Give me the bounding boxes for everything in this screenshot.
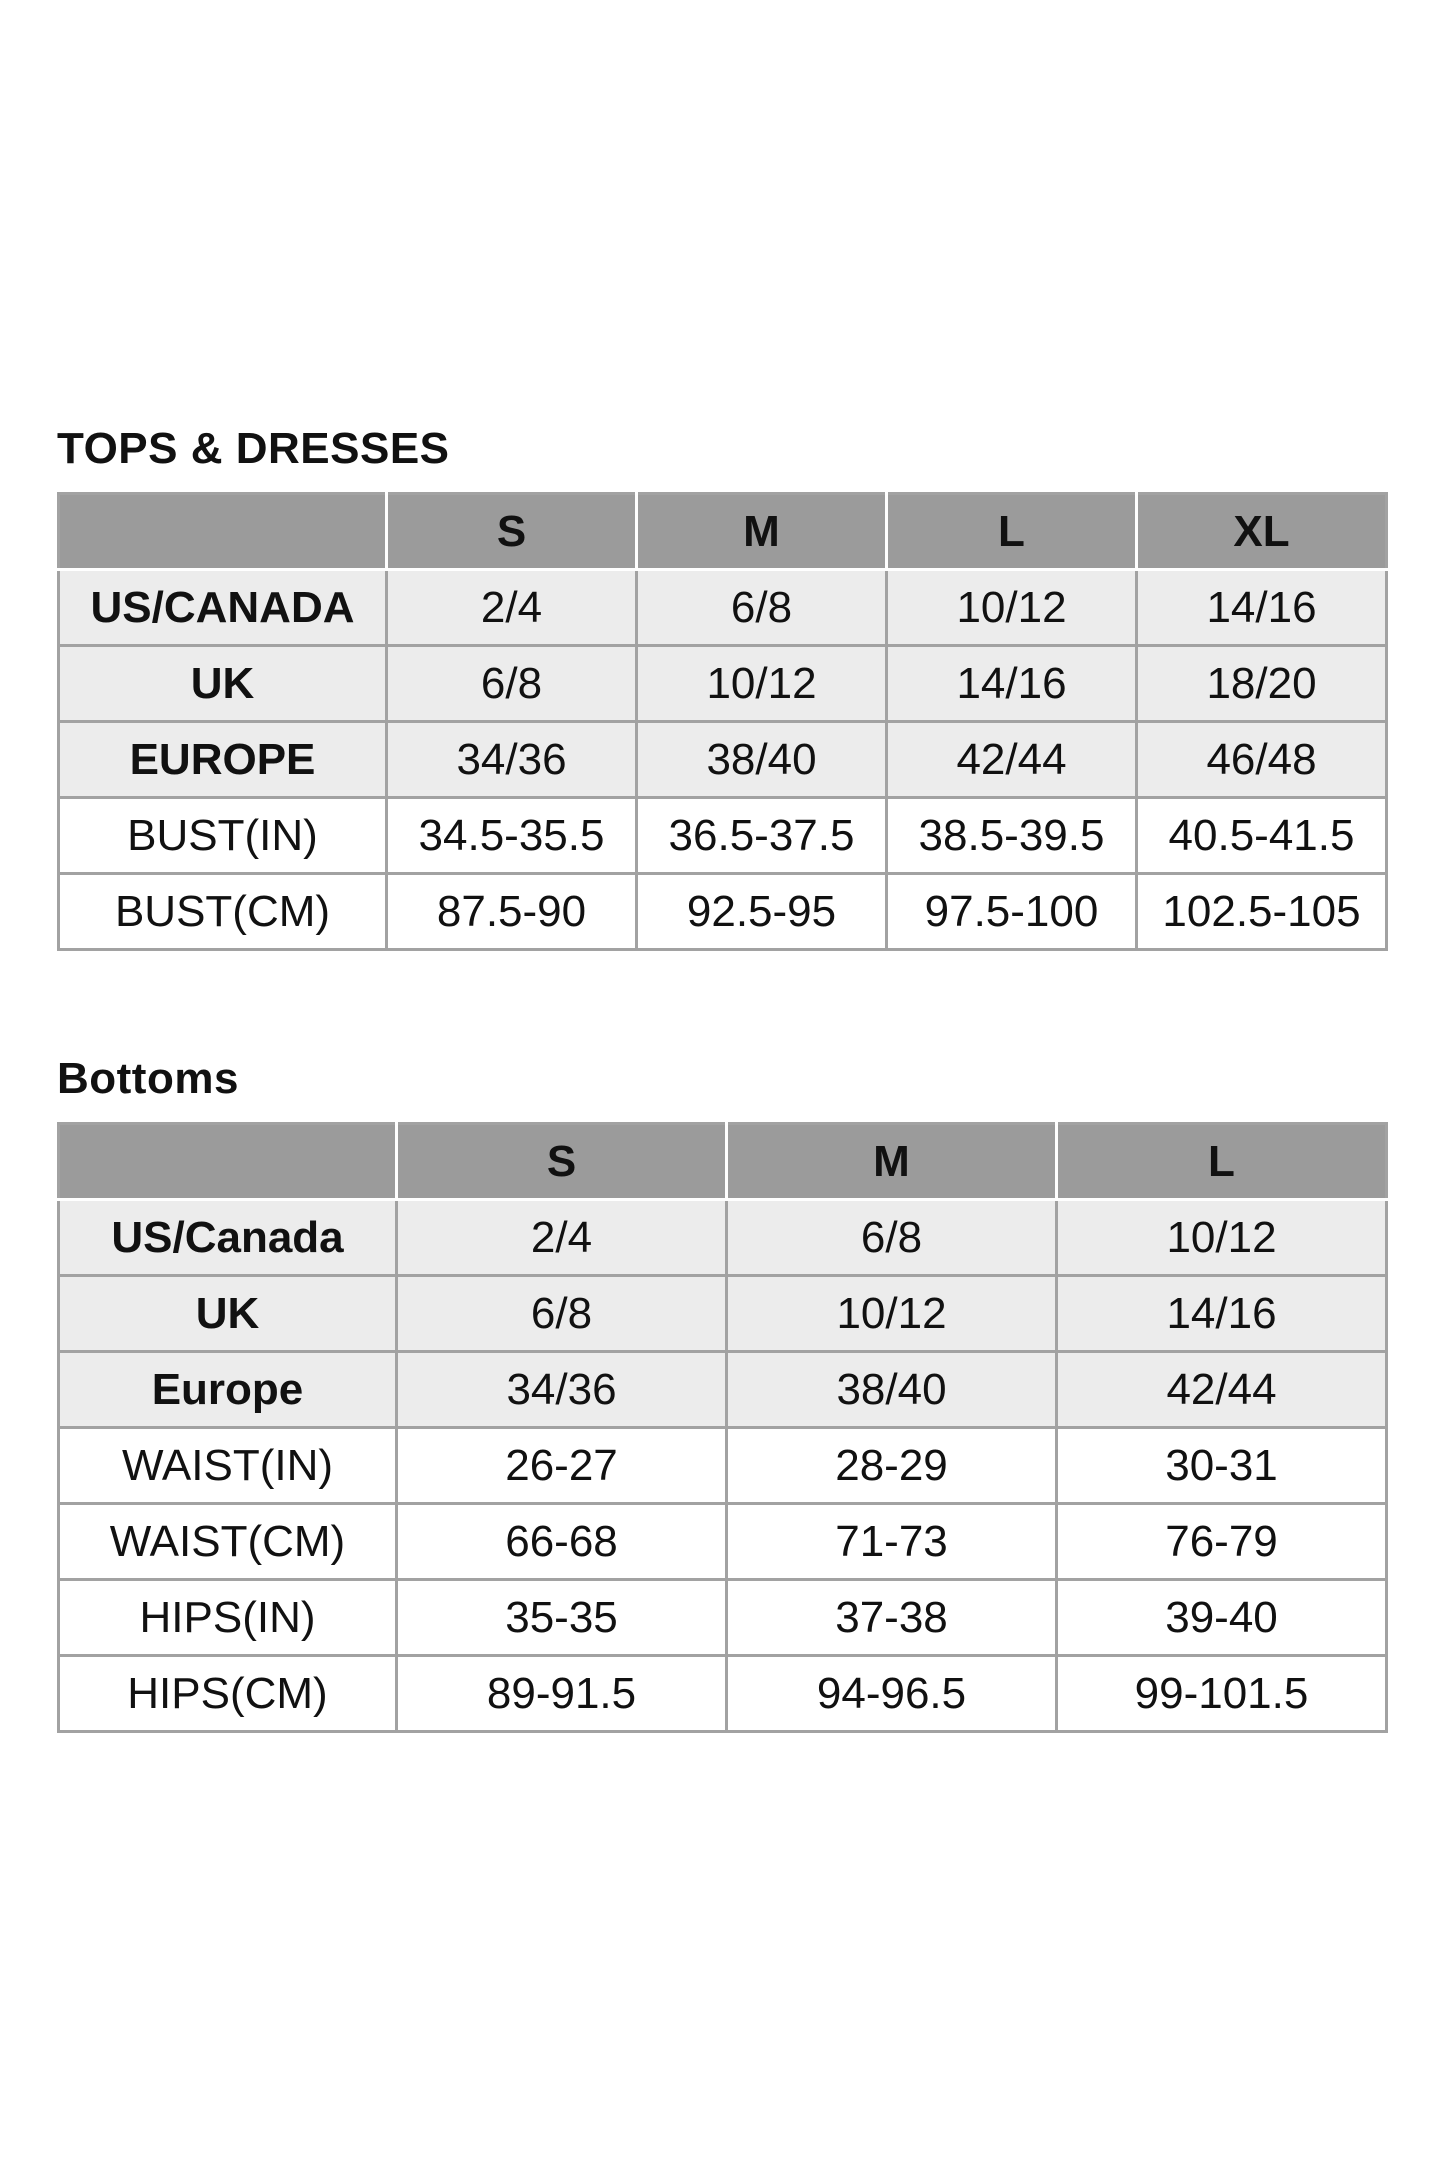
table-cell: 26-27	[397, 1428, 727, 1504]
tops-dresses-title: TOPS & DRESSES	[57, 424, 450, 473]
table-row	[59, 646, 1387, 722]
table-row	[59, 1656, 1387, 1732]
bottoms-size-table	[57, 1122, 1388, 1733]
table-cell: 39-40	[1057, 1580, 1387, 1656]
table-cell: 10/12	[727, 1276, 1057, 1352]
table-cell: 97.5-100	[887, 874, 1137, 950]
table-cell: 34.5-35.5	[387, 798, 637, 874]
tops-header-size-xl: XL	[1137, 494, 1387, 570]
table-cell: 38/40	[637, 722, 887, 798]
bottoms-header-size-s: S	[397, 1124, 727, 1200]
tops-header-row	[59, 494, 1387, 570]
table-cell: 10/12	[1057, 1200, 1387, 1276]
row-label: HIPS(IN)	[59, 1580, 397, 1656]
table-cell: 99-101.5	[1057, 1656, 1387, 1732]
bottoms-table-body	[59, 1124, 1387, 1732]
table-cell: 10/12	[887, 570, 1137, 646]
table-cell: 18/20	[1137, 646, 1387, 722]
table-row	[59, 722, 1387, 798]
tops-header-size-s: S	[387, 494, 637, 570]
tops-header-size-l: L	[887, 494, 1137, 570]
tops-size-table	[57, 492, 1388, 951]
row-label: HIPS(CM)	[59, 1656, 397, 1732]
table-cell: 42/44	[1057, 1352, 1387, 1428]
table-cell: 34/36	[397, 1352, 727, 1428]
table-cell: 76-79	[1057, 1504, 1387, 1580]
table-row	[59, 570, 1387, 646]
table-cell: 14/16	[1137, 570, 1387, 646]
row-label: UK	[59, 646, 387, 722]
table-cell: 87.5-90	[387, 874, 637, 950]
table-cell: 6/8	[637, 570, 887, 646]
table-row	[59, 1580, 1387, 1656]
table-cell: 35-35	[397, 1580, 727, 1656]
row-label: US/Canada	[59, 1200, 397, 1276]
table-cell: 89-91.5	[397, 1656, 727, 1732]
bottoms-header-size-m: M	[727, 1124, 1057, 1200]
table-cell: 2/4	[397, 1200, 727, 1276]
row-label: EUROPE	[59, 722, 387, 798]
row-label: Europe	[59, 1352, 397, 1428]
table-row	[59, 1504, 1387, 1580]
tops-header-blank	[59, 494, 387, 570]
table-row	[59, 1352, 1387, 1428]
table-cell: 30-31	[1057, 1428, 1387, 1504]
table-cell: 6/8	[727, 1200, 1057, 1276]
tops-header-size-m: M	[637, 494, 887, 570]
row-label: UK	[59, 1276, 397, 1352]
row-label: US/CANADA	[59, 570, 387, 646]
table-row	[59, 1428, 1387, 1504]
table-cell: 92.5-95	[637, 874, 887, 950]
table-row	[59, 798, 1387, 874]
table-cell: 66-68	[397, 1504, 727, 1580]
row-label: WAIST(CM)	[59, 1504, 397, 1580]
table-cell: 2/4	[387, 570, 637, 646]
table-cell: 36.5-37.5	[637, 798, 887, 874]
table-row	[59, 874, 1387, 950]
table-cell: 6/8	[387, 646, 637, 722]
table-row	[59, 1276, 1387, 1352]
row-label: BUST(IN)	[59, 798, 387, 874]
row-label: WAIST(IN)	[59, 1428, 397, 1504]
bottoms-header-blank	[59, 1124, 397, 1200]
bottoms-header-row	[59, 1124, 1387, 1200]
table-cell: 42/44	[887, 722, 1137, 798]
tops-table-body	[59, 494, 1387, 950]
table-cell: 37-38	[727, 1580, 1057, 1656]
row-label: BUST(CM)	[59, 874, 387, 950]
table-cell: 71-73	[727, 1504, 1057, 1580]
table-cell: 14/16	[887, 646, 1137, 722]
table-cell: 14/16	[1057, 1276, 1387, 1352]
table-cell: 46/48	[1137, 722, 1387, 798]
table-cell: 6/8	[397, 1276, 727, 1352]
bottoms-title: Bottoms	[57, 1054, 239, 1103]
table-cell: 40.5-41.5	[1137, 798, 1387, 874]
table-cell: 28-29	[727, 1428, 1057, 1504]
table-row	[59, 1200, 1387, 1276]
table-cell: 38.5-39.5	[887, 798, 1137, 874]
table-cell: 102.5-105	[1137, 874, 1387, 950]
bottoms-header-size-l: L	[1057, 1124, 1387, 1200]
table-cell: 34/36	[387, 722, 637, 798]
table-cell: 10/12	[637, 646, 887, 722]
table-cell: 94-96.5	[727, 1656, 1057, 1732]
table-cell: 38/40	[727, 1352, 1057, 1428]
